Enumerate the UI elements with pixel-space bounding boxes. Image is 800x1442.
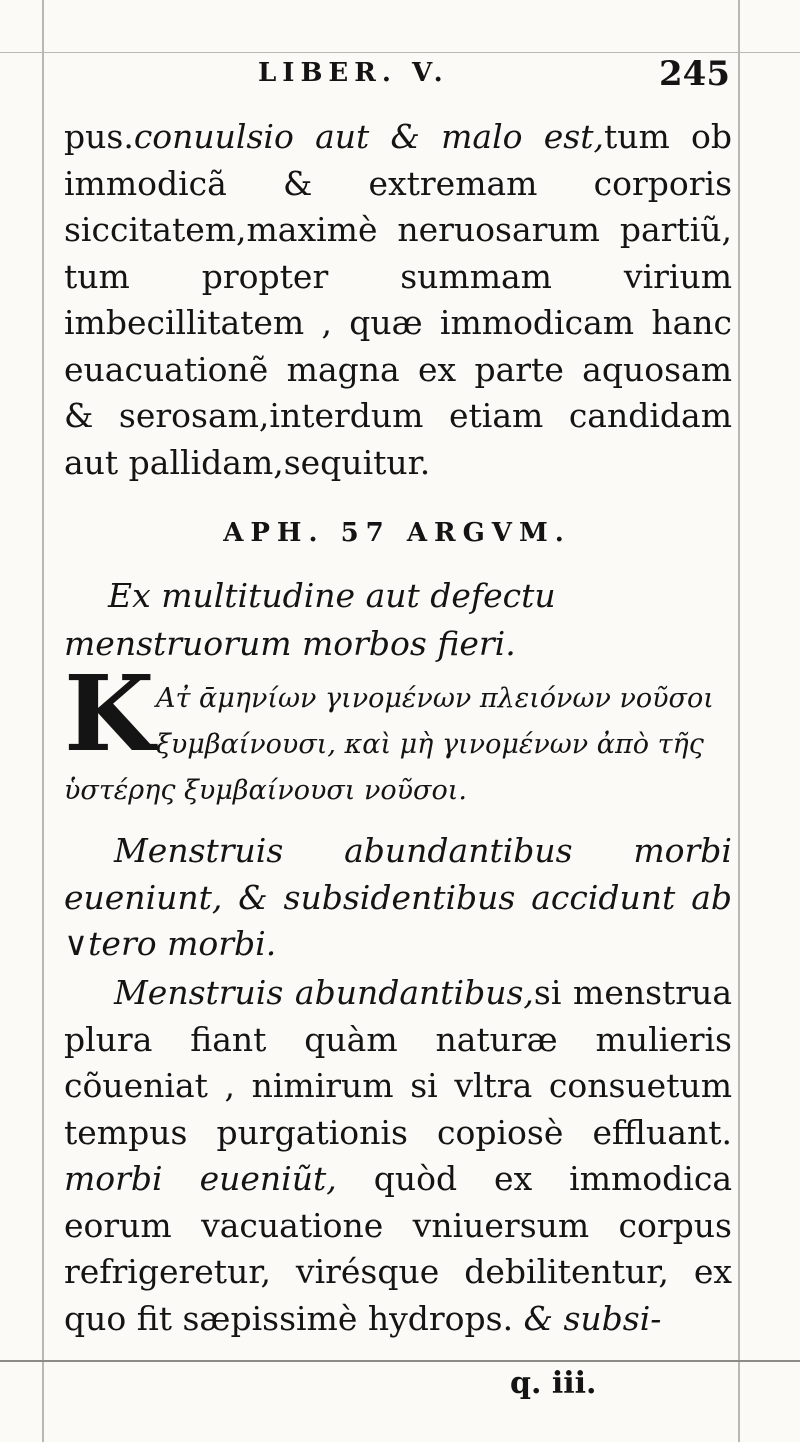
commentary-text-1: si menstrua plura fiant quàm naturæ mulieris cõueniat , nimirum si vltra consuetum tempus purgationis copiosè effluant. <box>64 973 732 1152</box>
paragraph-lead: pus. <box>64 117 134 156</box>
aphorism-argument: Ex multitudine aut defectu menstruorum morbos fieri. <box>64 576 556 663</box>
greek-aphorism <box>64 676 732 814</box>
top-rule <box>0 52 800 53</box>
bottom-rule <box>0 1360 800 1362</box>
commentary-paragraph <box>64 970 732 1342</box>
right-page-rule <box>738 0 740 1442</box>
greek-line-2: ξυμβαίνουσι, καὶ μὴ γινομένων ἀπὸ τῆς <box>156 729 704 760</box>
greek-line-1: Ατ̓ ᾱμηνίων γινομένων πλειόνων νοῦσοι <box>156 683 714 714</box>
greek-line-3: ὑστέρης ξυμβαίνουσι νοῦσοι. <box>64 775 467 806</box>
aphorism-heading: APH. 57 ARGVM. <box>223 518 571 548</box>
paragraph-continuation <box>64 114 732 486</box>
commentary-italic-3: & subsi- <box>523 1298 662 1338</box>
commentary-italic-1: Menstruis abundantibus, <box>114 973 534 1012</box>
left-page-rule <box>42 0 44 1442</box>
latin-translation: Menstruis abundantibus morbi eueniunt, & subsidentibus accidunt ab ∨tero morbi. <box>64 831 732 963</box>
signature-mark: q. iii. <box>510 1366 597 1401</box>
commentary-italic-2: morbi eueniũt, <box>64 1159 337 1198</box>
page-number: 245 <box>659 54 730 94</box>
running-head: LIBER. V. <box>258 58 449 88</box>
paragraph-rest: tum ob immodicã & extremam corporis siccitatem,maximè neruosarum partiũ, tum propter summam virium imbecillitatem , quæ immodicam hanc euacuationẽ magna ex parte aquosam & serosam,interdum etiam candidam aut pallidam,sequitur. <box>64 117 732 482</box>
page-header <box>62 56 732 100</box>
drop-cap: K <box>64 652 155 775</box>
commentary-text-2: quòd ex immodica eorum vacuatione vniuersum corpus refrigeretur, virésque debilitentur, ex quo fit sæpissimè hydrops. <box>64 1159 732 1338</box>
paragraph-italic: conuulsio aut & malo est, <box>133 117 604 156</box>
